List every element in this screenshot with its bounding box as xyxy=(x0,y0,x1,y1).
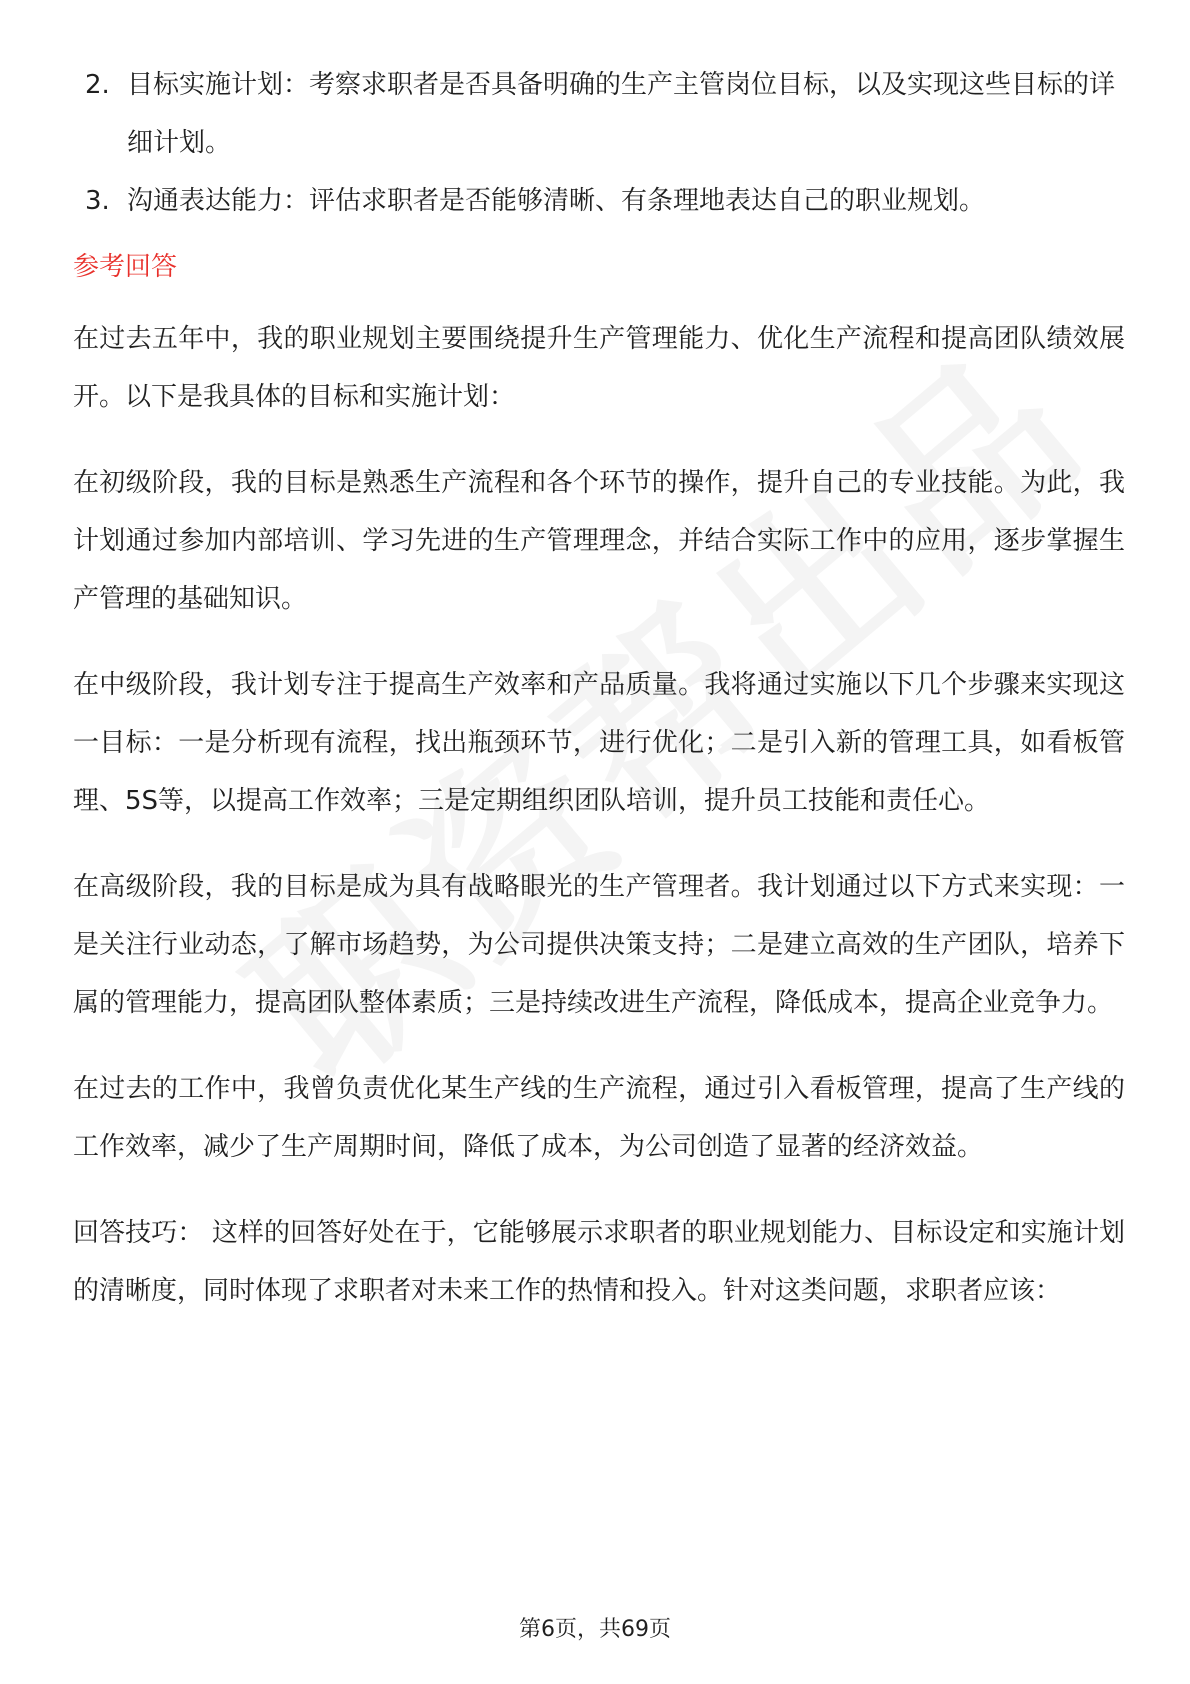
paragraph: 在过去五年中，我的职业规划主要围绕提升生产管理能力、优化生产流程和提高团队绩效展开。以下是我具体的目标和实施计划： xyxy=(73,324,1125,412)
criteria-list xyxy=(73,56,1125,230)
paragraph: 在初级阶段，我的目标是熟悉生产流程和各个环节的操作，提升自己的专业技能。为此，我计划通过参加内部培训、学习先进的生产管理理念，并结合实际工作中的应用，逐步掌握生产管理的基础知识。 xyxy=(73,468,1125,614)
list-item-number: 2. xyxy=(85,70,110,100)
paragraph: 在高级阶段，我的目标是成为具有战略眼光的生产管理者。我计划通过以下方式来实现：一是关注行业动态，了解市场趋势，为公司提供决策支持；二是建立高效的生产团队，培养下属的管理能力，提高团队整体素质；三是持续改进生产流程，降低成本，提高企业竞争力。 xyxy=(73,872,1125,1018)
paragraph: 在中级阶段，我计划专注于提高生产效率和产品质量。我将通过实施以下几个步骤来实现这一目标：一是分析现有流程，找出瓶颈环节，进行优化；二是引入新的管理工具，如看板管理、5S等，以提高工作效率；三是定期组织团队培训，提升员工技能和责任心。 xyxy=(73,670,1125,816)
list-item-text: 目标实施计划：考察求职者是否具备明确的生产主管岗位目标，以及实现这些目标的详细计划。 xyxy=(127,70,1116,158)
paragraph: 回答技巧： 这样的回答好处在于，它能够展示求职者的职业规划能力、目标设定和实施计划的清晰度，同时体现了求职者对未来工作的热情和投入。针对这类问题，求职者应该： xyxy=(73,1218,1125,1306)
page-footer: 第6页，共69页 xyxy=(519,1617,671,1642)
list-item xyxy=(73,172,1125,230)
section-title: 参考回答 xyxy=(73,252,178,282)
list-item xyxy=(73,56,1125,172)
list-item-text: 沟通表达能力：评估求职者是否能够清晰、有条理地表达自己的职业规划。 xyxy=(127,186,986,216)
page-content xyxy=(73,56,1125,1348)
list-item-number: 3. xyxy=(85,186,110,216)
paragraph: 在过去的工作中，我曾负责优化某生产线的生产流程，通过引入看板管理，提高了生产线的工作效率，减少了生产周期时间，降低了成本，为公司创造了显著的经济效益。 xyxy=(73,1074,1125,1162)
